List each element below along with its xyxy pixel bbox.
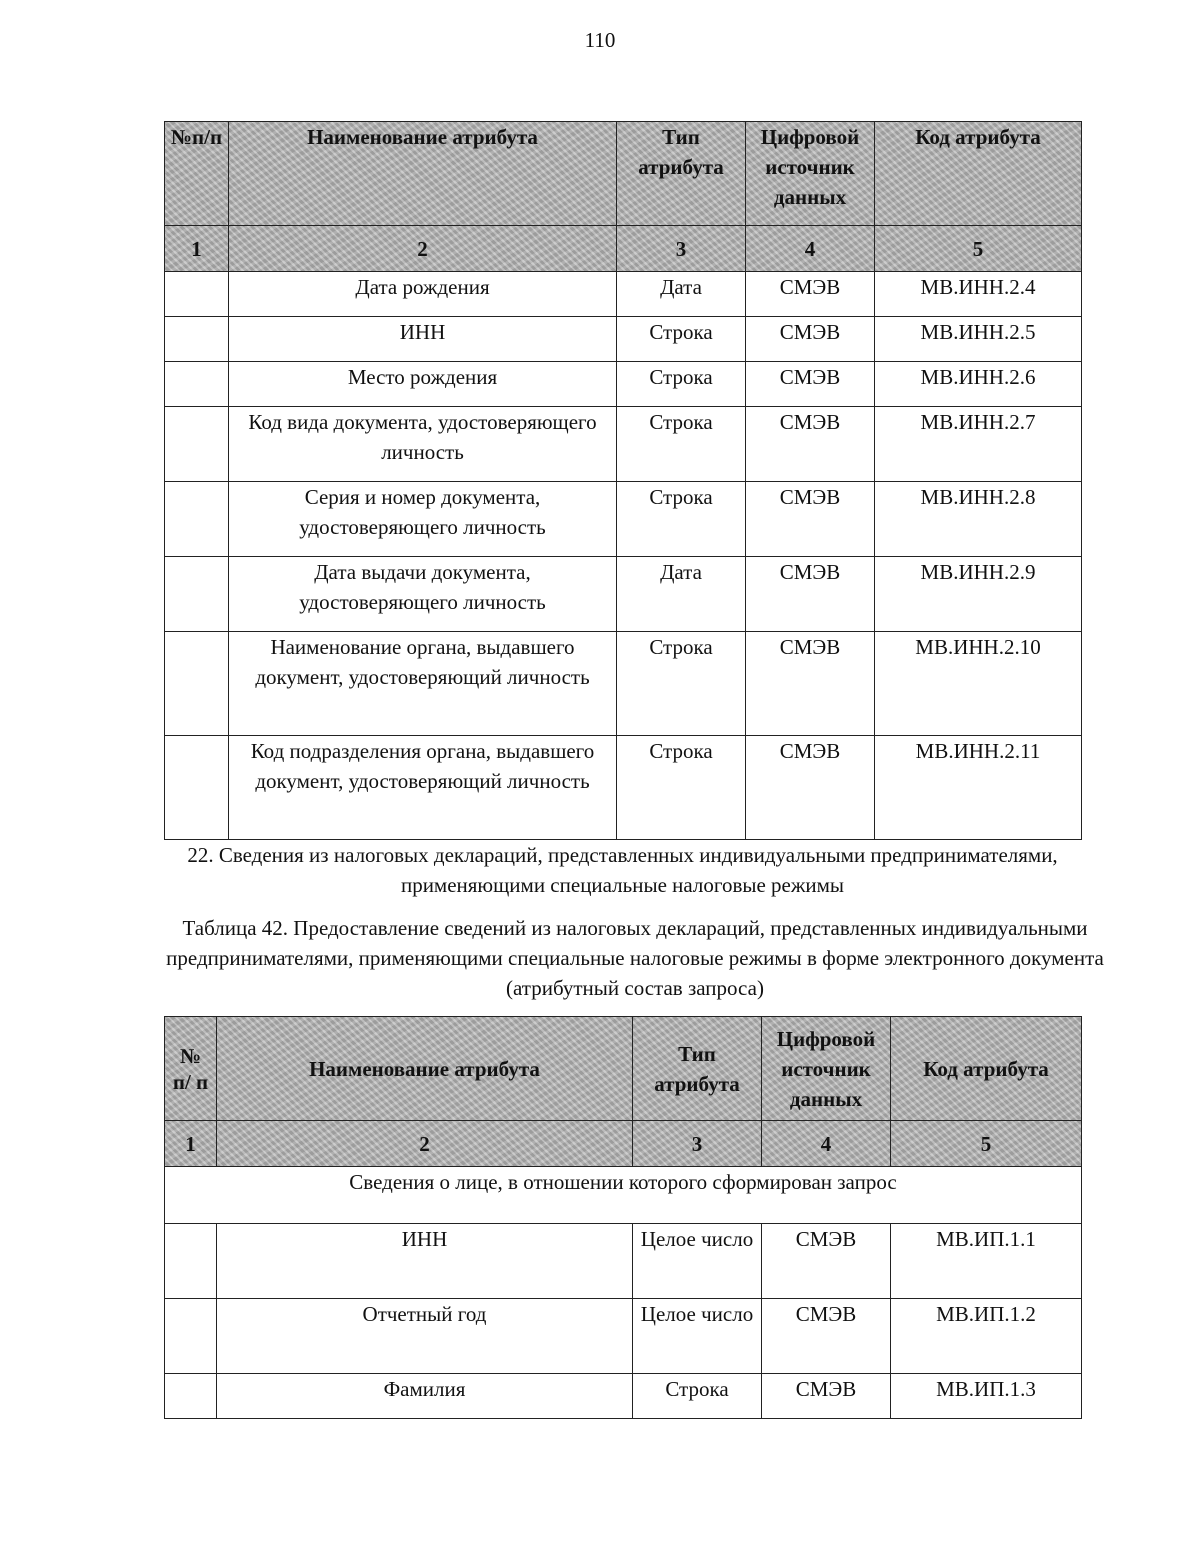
cell-num [165, 1224, 217, 1299]
cell-data-source: СМЭВ [762, 1224, 891, 1299]
cell-attribute-name: Дата выдачи документа, удостоверяющего личность [229, 557, 617, 632]
cell-attribute-code: МВ.ИНН.2.6 [875, 362, 1082, 407]
column-number: 4 [762, 1121, 891, 1167]
column-number: 3 [633, 1121, 762, 1167]
header-name: Наименование атрибута [217, 1017, 633, 1121]
cell-attribute-type: Строка [617, 407, 746, 482]
table-row [165, 1224, 1082, 1299]
table-row [165, 317, 1082, 362]
cell-num [165, 317, 229, 362]
cell-attribute-code: МВ.ИП.1.2 [891, 1299, 1082, 1374]
cell-attribute-code: МВ.ИНН.2.11 [875, 736, 1082, 840]
cell-attribute-name: Код вида документа, удостоверяющего личность [229, 407, 617, 482]
header-type: Тип атрибута [617, 122, 746, 226]
header-source: Цифровой источник данных [746, 122, 875, 226]
column-number: 2 [217, 1121, 633, 1167]
cell-num [165, 407, 229, 482]
cell-attribute-code: МВ.ИП.1.1 [891, 1224, 1082, 1299]
cell-num [165, 482, 229, 557]
table-row [165, 736, 1082, 840]
cell-attribute-code: МВ.ИНН.2.4 [875, 272, 1082, 317]
column-number: 1 [165, 226, 229, 272]
column-numbers-row [165, 226, 1082, 272]
attributes-table-2 [164, 1016, 1082, 1419]
cell-attribute-type: Строка [617, 632, 746, 736]
header-row [165, 1017, 1082, 1121]
table-row [165, 1374, 1082, 1419]
cell-attribute-name: ИНН [217, 1224, 633, 1299]
page-number: 110 [584, 28, 616, 52]
cell-num [165, 362, 229, 407]
header-name: Наименование атрибута [229, 122, 617, 226]
cell-data-source: СМЭВ [746, 362, 875, 407]
header-type: Тип атрибута [633, 1017, 762, 1121]
header-code: Код атрибута [891, 1017, 1082, 1121]
cell-data-source: СМЭВ [746, 407, 875, 482]
column-number: 5 [891, 1121, 1082, 1167]
cell-attribute-type: Дата [617, 557, 746, 632]
cell-attribute-code: МВ.ИНН.2.7 [875, 407, 1082, 482]
header-code: Код атрибута [875, 122, 1082, 226]
cell-attribute-code: МВ.ИНН.2.5 [875, 317, 1082, 362]
column-number: 4 [746, 226, 875, 272]
cell-attribute-code: МВ.ИНН.2.9 [875, 557, 1082, 632]
table-row [165, 362, 1082, 407]
cell-attribute-code: МВ.ИНН.2.8 [875, 482, 1082, 557]
cell-num [165, 632, 229, 736]
header-num: №п/п [165, 122, 229, 226]
header-row [165, 122, 1082, 226]
cell-data-source: СМЭВ [762, 1374, 891, 1419]
header-source: Цифровой источник данных [762, 1017, 891, 1121]
cell-num [165, 1299, 217, 1374]
cell-data-source: СМЭВ [746, 482, 875, 557]
cell-num [165, 557, 229, 632]
column-number: 2 [229, 226, 617, 272]
cell-attribute-code: МВ.ИНН.2.10 [875, 632, 1082, 736]
column-number: 3 [617, 226, 746, 272]
attributes-table-1 [164, 121, 1082, 840]
section-heading: 22. Сведения из налоговых деклараций, представленных индивидуальными предпринимателями, применяющими специальные налоговые режимы [187, 843, 1058, 897]
cell-attribute-type: Строка [617, 482, 746, 557]
cell-data-source: СМЭВ [746, 272, 875, 317]
group-row [165, 1167, 1082, 1224]
table-row [165, 407, 1082, 482]
cell-attribute-name: Наименование органа, выдавшего документ, удостоверяющий личность [229, 632, 617, 736]
column-number: 5 [875, 226, 1082, 272]
cell-data-source: СМЭВ [762, 1299, 891, 1374]
cell-attribute-type: Строка [633, 1374, 762, 1419]
cell-attribute-name: Код подразделения органа, выдавшего документ, удостоверяющий личность [229, 736, 617, 840]
cell-data-source: СМЭВ [746, 736, 875, 840]
table-row [165, 557, 1082, 632]
header-num: № п/ п [165, 1017, 217, 1121]
cell-attribute-name: Место рождения [229, 362, 617, 407]
cell-attribute-type: Дата [617, 272, 746, 317]
cell-data-source: СМЭВ [746, 557, 875, 632]
cell-num [165, 736, 229, 840]
column-number: 1 [165, 1121, 217, 1167]
cell-num [165, 272, 229, 317]
cell-attribute-type: Целое число [633, 1299, 762, 1374]
table-caption: Таблица 42. Предоставление сведений из налоговых деклараций, представленных индивидуальными предпринимателями, применяющими специальные налоговые режимы в форме электронного документа (атрибутный состав запроса) [166, 916, 1104, 1000]
cell-attribute-name: Дата рождения [229, 272, 617, 317]
cell-attribute-code: МВ.ИП.1.3 [891, 1374, 1082, 1419]
cell-attribute-type: Строка [617, 362, 746, 407]
cell-data-source: СМЭВ [746, 632, 875, 736]
cell-attribute-name: Серия и номер документа, удостоверяющего личность [229, 482, 617, 557]
cell-data-source: СМЭВ [746, 317, 875, 362]
column-numbers-row [165, 1121, 1082, 1167]
table-row [165, 482, 1082, 557]
cell-attribute-name: Фамилия [217, 1374, 633, 1419]
cell-attribute-name: ИНН [229, 317, 617, 362]
table-row [165, 1299, 1082, 1374]
cell-attribute-type: Строка [617, 317, 746, 362]
group-row-label: Сведения о лице, в отношении которого сформирован запрос [165, 1167, 1082, 1224]
cell-attribute-name: Отчетный год [217, 1299, 633, 1374]
table-row [165, 272, 1082, 317]
cell-num [165, 1374, 217, 1419]
cell-attribute-type: Целое число [633, 1224, 762, 1299]
cell-attribute-type: Строка [617, 736, 746, 840]
table-row [165, 632, 1082, 736]
